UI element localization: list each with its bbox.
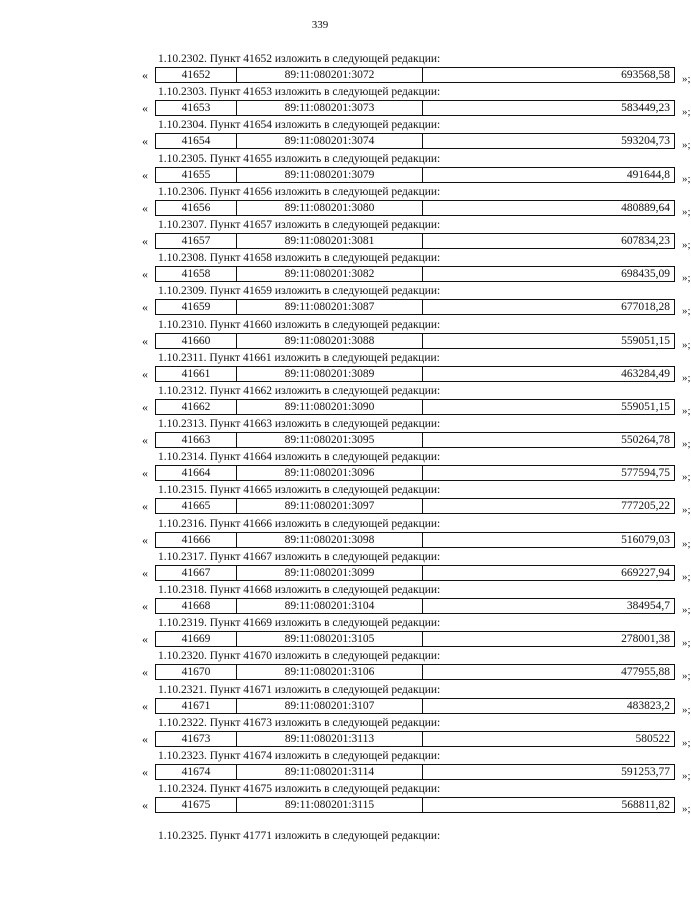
amendment-item (0, 351, 691, 384)
table-row (155, 399, 675, 415)
amendment-item (0, 152, 691, 185)
amendment-row (142, 366, 691, 384)
cadastral-number-cell: 89:11:080201:3107 (237, 699, 423, 713)
amendment-heading: 1.10.2310. Пункт 41660 изложить в следующей редакции: (158, 318, 441, 331)
amendment-row (142, 200, 691, 218)
cadastral-number-cell: 89:11:080201:3115 (237, 798, 423, 812)
amendment-heading: 1.10.2311. Пункт 41661 изложить в следующей редакции: (158, 351, 440, 364)
amendment-row (142, 498, 691, 517)
cadastral-number-cell: 89:11:080201:3079 (237, 168, 423, 182)
table-row (155, 100, 675, 116)
opening-quote: « (142, 68, 148, 82)
table-row (155, 631, 675, 647)
amendment-heading: 1.10.2315. Пункт 41665 изложить в следующей редакции: (158, 484, 441, 497)
value-cell: 677018,28 (621, 301, 670, 314)
cadastral-number-cell: 89:11:080201:3073 (237, 101, 423, 115)
table-row (155, 167, 675, 183)
amendment-item (0, 517, 691, 550)
value-cell: 483823,2 (626, 699, 670, 712)
value-cell: 593204,73 (621, 135, 670, 148)
amendment-row (142, 731, 691, 749)
amendment-item (0, 716, 691, 749)
cadastral-number-cell: 89:11:080201:3105 (237, 632, 423, 646)
table-row (155, 764, 675, 780)
value-cell: 568811,82 (621, 799, 670, 812)
closing-quote: »; (682, 670, 691, 683)
cadastral-number-cell: 89:11:080201:3095 (237, 433, 423, 447)
item-code-cell: 41668 (156, 599, 237, 613)
amendment-item (0, 683, 691, 716)
table-row (155, 67, 675, 83)
amendment-heading: 1.10.2320. Пункт 41670 изложить в следующей редакции: (158, 650, 441, 663)
closing-quote: »; (682, 172, 691, 185)
cadastral-number-cell: 89:11:080201:3081 (237, 234, 423, 248)
closing-quote: »; (682, 106, 691, 119)
table-row (155, 565, 675, 581)
amendment-heading: 1.10.2317. Пункт 41667 изложить в следующей редакции: (158, 550, 441, 563)
closing-quote: »; (682, 238, 691, 251)
amendment-row (142, 333, 691, 351)
amendment-item (0, 483, 691, 517)
amendment-heading: 1.10.2306. Пункт 41656 изложить в следующей редакции: (158, 185, 441, 198)
amendment-item (0, 550, 691, 583)
item-code-cell: 41652 (156, 68, 237, 82)
cadastral-number-cell: 89:11:080201:3087 (237, 300, 423, 314)
amendment-heading: 1.10.2319. Пункт 41669 изложить в следующей редакции: (158, 617, 441, 630)
amendment-row (142, 100, 691, 119)
cadastral-number-cell: 89:11:080201:3098 (237, 533, 423, 547)
item-code-cell: 41673 (156, 732, 237, 746)
amendment-list (0, 52, 691, 816)
table-row (155, 366, 675, 382)
opening-quote: « (142, 366, 148, 381)
item-code-cell: 41670 (156, 665, 237, 679)
amendment-item (0, 417, 691, 451)
item-code-cell: 41653 (156, 101, 237, 115)
item-code-cell: 41662 (156, 400, 237, 414)
value-cell: 607834,23 (621, 234, 670, 247)
table-row (155, 664, 675, 680)
closing-quote: »; (682, 604, 691, 616)
amendment-item (0, 649, 691, 683)
item-code-cell: 41657 (156, 234, 237, 248)
opening-quote: « (142, 134, 148, 149)
value-cell: 698435,09 (621, 268, 670, 281)
item-code-cell: 41664 (156, 466, 237, 480)
closing-quote: »; (682, 438, 691, 451)
closing-quote: »; (682, 769, 691, 782)
value-cell: 491644,8 (626, 168, 670, 181)
value-cell: 669227,94 (621, 566, 670, 579)
value-cell: 577594,75 (621, 467, 670, 480)
cadastral-number-cell: 89:11:080201:3089 (237, 367, 423, 381)
item-code-cell: 41663 (156, 433, 237, 447)
item-code-cell: 41655 (156, 168, 237, 182)
table-row (155, 598, 675, 614)
amendment-item (0, 583, 691, 616)
cadastral-number-cell: 89:11:080201:3072 (237, 68, 423, 82)
cadastral-number-cell: 89:11:080201:3090 (237, 400, 423, 414)
table-row (155, 200, 675, 216)
amendment-heading: 1.10.2309. Пункт 41659 изложить в следующей редакции: (158, 285, 441, 298)
closing-quote: »; (682, 73, 691, 85)
opening-quote: « (142, 200, 148, 215)
opening-quote: « (142, 731, 148, 746)
cadastral-number-cell: 89:11:080201:3074 (237, 134, 423, 148)
table-row (155, 465, 675, 481)
amendment-row (142, 233, 691, 251)
closing-quote: »; (682, 272, 691, 285)
amendment-row (142, 399, 691, 417)
amendment-row (142, 664, 691, 683)
closing-quote: »; (682, 570, 691, 583)
final-amendment-heading: 1.10.2325. Пункт 41771 изложить в следующей редакции: (158, 830, 441, 842)
table-row (155, 133, 675, 149)
opening-quote: « (142, 565, 148, 580)
closing-quote: »; (682, 537, 691, 550)
value-cell: 477955,88 (621, 666, 670, 679)
closing-quote: »; (682, 404, 691, 417)
table-row (155, 498, 675, 514)
value-cell: 559051,15 (621, 400, 670, 413)
amendment-row (142, 598, 691, 616)
closing-quote: »; (682, 803, 691, 816)
amendment-row (142, 432, 691, 451)
amendment-row (142, 532, 691, 550)
item-code-cell: 41669 (156, 632, 237, 646)
item-code-cell: 41666 (156, 533, 237, 547)
value-cell: 559051,15 (621, 334, 670, 347)
cadastral-number-cell: 89:11:080201:3088 (237, 334, 423, 348)
amendment-row (142, 67, 691, 85)
amendment-row (142, 631, 691, 650)
amendment-heading: 1.10.2322. Пункт 41673 изложить в следующей редакции: (158, 716, 441, 729)
opening-quote: « (142, 333, 148, 348)
page-number: 339 (311, 19, 329, 31)
cadastral-number-cell: 89:11:080201:3097 (237, 499, 423, 513)
opening-quote: « (142, 233, 148, 248)
cadastral-number-cell: 89:11:080201:3099 (237, 566, 423, 580)
opening-quote: « (142, 267, 148, 282)
opening-quote: « (142, 399, 148, 414)
table-row (155, 299, 675, 315)
closing-quote: »; (682, 371, 691, 384)
amendment-heading: 1.10.2307. Пункт 41657 изложить в следующей редакции: (158, 218, 441, 231)
item-code-cell: 41667 (156, 566, 237, 580)
item-code-cell: 41675 (156, 798, 237, 812)
value-cell: 278001,38 (621, 633, 670, 646)
table-row (155, 731, 675, 747)
opening-quote: « (142, 499, 148, 514)
closing-quote: »; (682, 637, 691, 650)
opening-quote: « (142, 599, 148, 613)
amendment-heading: 1.10.2302. Пункт 41652 изложить в следующей редакции: (158, 53, 441, 65)
cadastral-number-cell: 89:11:080201:3113 (237, 732, 423, 746)
amendment-heading: 1.10.2305. Пункт 41655 изложить в следующей редакции: (158, 152, 441, 165)
amendment-row (142, 764, 691, 782)
value-cell: 480889,64 (621, 201, 670, 214)
amendment-item (0, 251, 691, 285)
cadastral-number-cell: 89:11:080201:3082 (237, 267, 423, 281)
amendment-item (0, 450, 691, 484)
amendment-row (142, 133, 691, 152)
value-cell: 463284,49 (621, 367, 670, 380)
value-cell: 591253,77 (621, 765, 670, 778)
amendment-item (0, 85, 691, 119)
amendment-item (0, 384, 691, 417)
amendment-row (142, 266, 691, 285)
amendment-item (0, 52, 691, 85)
cadastral-number-cell: 89:11:080201:3104 (237, 599, 423, 613)
item-code-cell: 41661 (156, 367, 237, 381)
amendment-heading: 1.10.2312. Пункт 41662 изложить в следующей редакции: (158, 384, 441, 397)
amendment-item (0, 318, 691, 351)
opening-quote: « (142, 632, 148, 647)
item-code-cell: 41656 (156, 201, 237, 215)
amendment-item (0, 118, 691, 152)
item-code-cell: 41654 (156, 134, 237, 148)
value-cell: 583449,23 (621, 102, 670, 115)
opening-quote: « (142, 798, 148, 813)
item-code-cell: 41674 (156, 765, 237, 779)
item-code-cell: 41658 (156, 267, 237, 281)
amendment-item (0, 284, 691, 318)
opening-quote: « (142, 665, 148, 680)
amendment-item (0, 749, 691, 782)
amendment-row (142, 465, 691, 484)
opening-quote: « (142, 698, 148, 713)
cadastral-number-cell: 89:11:080201:3096 (237, 466, 423, 480)
closing-quote: »; (682, 305, 691, 318)
opening-quote: « (142, 433, 148, 448)
amendment-row (142, 299, 691, 318)
item-code-cell: 41671 (156, 699, 237, 713)
opening-quote: « (142, 167, 148, 182)
opening-quote: « (142, 300, 148, 315)
amendment-item (0, 616, 691, 650)
amendment-item (0, 218, 691, 251)
amendment-heading: 1.10.2324. Пункт 41675 изложить в следующей редакции: (158, 783, 441, 796)
amendment-heading: 1.10.2318. Пункт 41668 изложить в следующей редакции: (158, 584, 441, 596)
closing-quote: »; (682, 471, 691, 484)
cadastral-number-cell: 89:11:080201:3114 (237, 765, 423, 779)
amendment-row (142, 698, 691, 716)
table-row (155, 698, 675, 714)
value-cell: 580522 (635, 732, 670, 745)
opening-quote: « (142, 466, 148, 481)
item-code-cell: 41659 (156, 300, 237, 314)
amendment-item (0, 782, 691, 816)
table-row (155, 266, 675, 282)
closing-quote: »; (682, 338, 691, 351)
opening-quote: « (142, 101, 148, 116)
closing-quote: »; (682, 504, 691, 517)
closing-quote: »; (682, 205, 691, 218)
amendment-heading: 1.10.2303. Пункт 41653 изложить в следующей редакции: (158, 86, 441, 99)
table-row (155, 333, 675, 349)
value-cell: 516079,03 (621, 533, 670, 546)
closing-quote: »; (682, 139, 691, 152)
value-cell: 384954,7 (626, 600, 670, 612)
cadastral-number-cell: 89:11:080201:3106 (237, 665, 423, 679)
closing-quote: »; (682, 703, 691, 716)
item-code-cell: 41660 (156, 334, 237, 348)
amendment-row (142, 565, 691, 583)
amendment-row (142, 167, 691, 185)
amendment-heading: 1.10.2304. Пункт 41654 изложить в следующей редакции: (158, 119, 441, 132)
amendment-heading: 1.10.2308. Пункт 41658 изложить в следующей редакции: (158, 252, 441, 265)
value-cell: 550264,78 (621, 434, 670, 447)
value-cell: 693568,58 (621, 69, 670, 81)
table-row (155, 432, 675, 448)
closing-quote: »; (682, 736, 691, 749)
opening-quote: « (142, 764, 148, 779)
amendment-item (0, 185, 691, 218)
table-row (155, 233, 675, 249)
amendment-heading: 1.10.2323. Пункт 41674 изложить в следующей редакции: (158, 749, 441, 762)
item-code-cell: 41665 (156, 499, 237, 513)
amendment-heading: 1.10.2316. Пункт 41666 изложить в следующей редакции: (158, 517, 441, 530)
amendment-heading: 1.10.2321. Пункт 41671 изложить в следующей редакции: (158, 683, 441, 696)
opening-quote: « (142, 532, 148, 547)
amendment-heading: 1.10.2313. Пункт 41663 изложить в следующей редакции: (158, 418, 441, 431)
amendment-row (142, 797, 691, 816)
value-cell: 777205,22 (621, 500, 670, 513)
table-row (155, 532, 675, 548)
table-row (155, 797, 675, 813)
amendment-heading: 1.10.2314. Пункт 41664 изложить в следующей редакции: (158, 451, 441, 464)
cadastral-number-cell: 89:11:080201:3080 (237, 201, 423, 215)
